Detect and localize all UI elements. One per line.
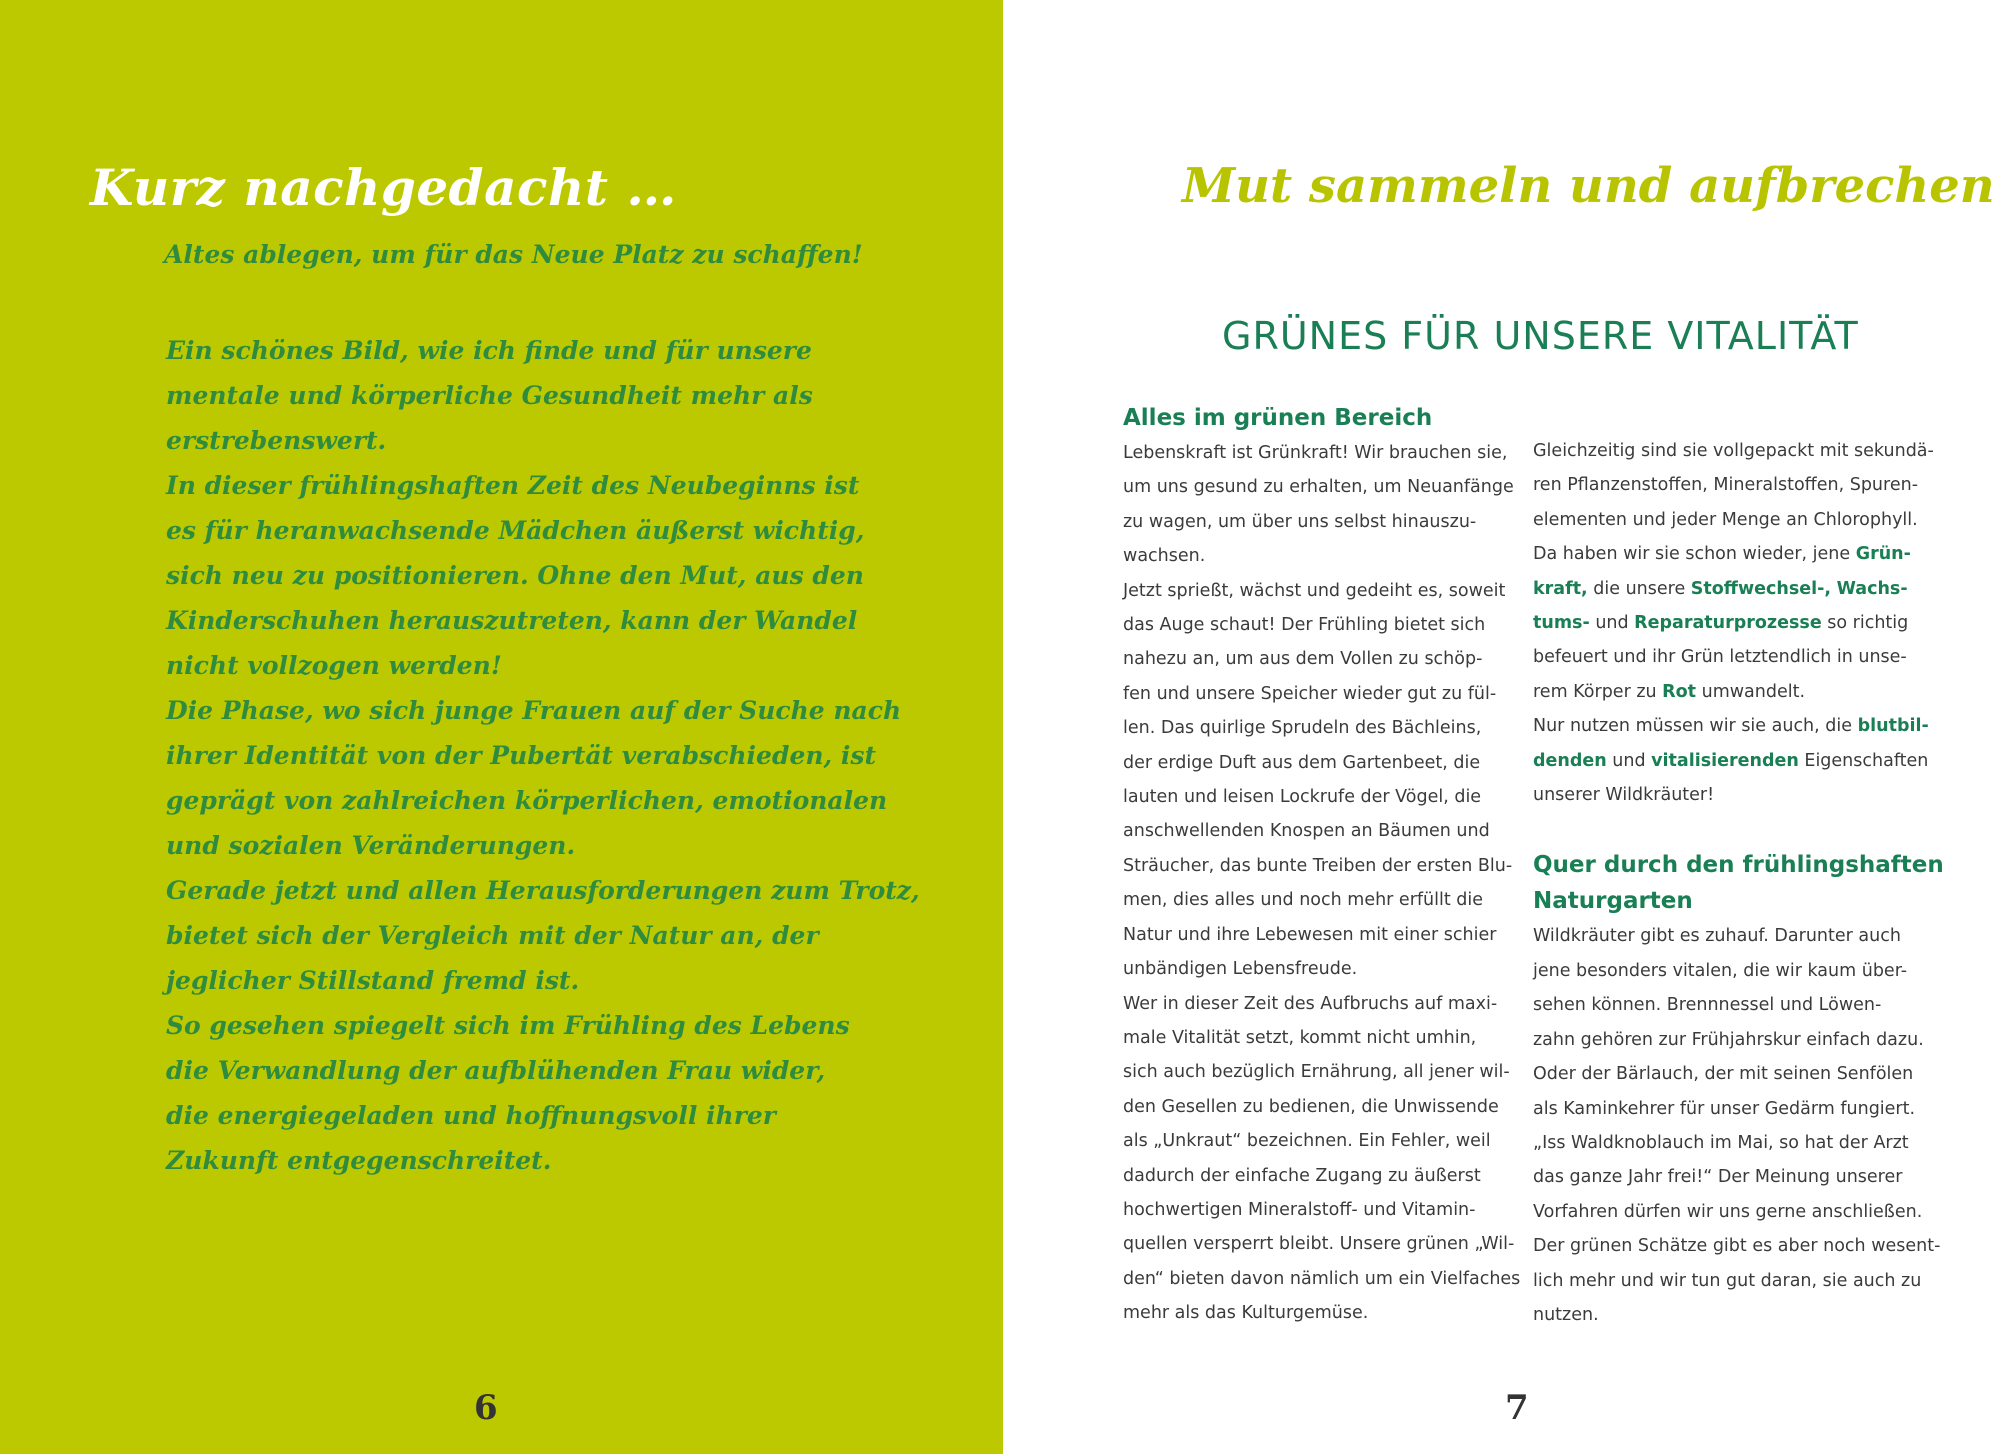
column-line bbox=[1533, 537, 1933, 571]
left-body-line: Kinderschuhen herauszutreten, kann der Wandel bbox=[166, 606, 858, 635]
column-line: sich auch bezüglich Ernährung, all jener wil- bbox=[1123, 1062, 1510, 1083]
left-body-line: jeglicher Stillstand fremd ist. bbox=[166, 966, 580, 995]
column-line: den“ bieten davon nämlich um ein Vielfaches bbox=[1123, 1268, 1521, 1289]
column-line: Jetzt sprießt, wächst und gedeiht es, soweit bbox=[1123, 580, 1506, 601]
left-body-line: Zukunft entgegenschreitet. bbox=[166, 1146, 552, 1175]
highlight-term: Wachs- bbox=[1836, 578, 1908, 599]
column-line: nutzen. bbox=[1533, 1304, 1599, 1325]
column-line bbox=[1533, 572, 1933, 606]
column-line: als Kaminkehrer für unser Gedärm fungiert. bbox=[1533, 1098, 1916, 1119]
text-run: rem Körper zu bbox=[1533, 681, 1663, 702]
column-line: quellen versperrt bleibt. Unsere grünen „Wil- bbox=[1123, 1234, 1515, 1255]
column-line: dadurch der einfache Zugang zu äußerst bbox=[1123, 1165, 1481, 1186]
column-line: zahn gehören zur Frühjahrskur einfach dazu. bbox=[1533, 1029, 1924, 1050]
column-heading: Quer durch den frühlingshaften bbox=[1533, 852, 1944, 879]
left-body-line: die Verwandlung der aufblühenden Frau wider, bbox=[166, 1056, 826, 1085]
column-line: Gleichzeitig sind sie vollgepackt mit sekundä- bbox=[1533, 441, 1934, 461]
highlight-term: Reparaturprozesse bbox=[1634, 613, 1822, 634]
column-line: anschwellenden Knospen an Bäumen und bbox=[1123, 821, 1490, 842]
text-column-1 bbox=[1123, 400, 1523, 1331]
text-column-2 bbox=[1533, 434, 1944, 1332]
highlight-term: Rot bbox=[1662, 681, 1697, 702]
right-page-title: Mut sammeln und aufbrechen bbox=[1182, 158, 1995, 214]
column-line: Vorfahren dürfen wir uns gerne anschließen. bbox=[1533, 1201, 1923, 1222]
column-line: elementen und jeder Menge an Chlorophyll. bbox=[1533, 509, 1918, 530]
paragraph-gap bbox=[1533, 812, 1933, 847]
column-line: den Gesellen zu bedienen, die Unwissende bbox=[1123, 1096, 1499, 1117]
text-run: umwandelt. bbox=[1696, 681, 1806, 702]
left-body-line: In dieser frühlingshaften Zeit des Neubeginns ist bbox=[166, 471, 860, 500]
text-run: so richtig bbox=[1821, 613, 1909, 634]
column-heading: Naturgarten bbox=[1533, 888, 1693, 915]
highlight-term: blutbil- bbox=[1857, 716, 1929, 737]
column-line: Wer in dieser Zeit des Aufbruchs auf maxi- bbox=[1123, 993, 1498, 1014]
text-run: Da haben wir sie schon wieder, jene bbox=[1533, 544, 1856, 565]
column-line: ren Pflanzenstoffen, Mineralstoffen, Spuren- bbox=[1533, 475, 1919, 496]
column-line: befeuert und ihr Grün letztendlich in unse- bbox=[1533, 647, 1907, 668]
column-line: sehen können. Brennnessel und Löwen- bbox=[1533, 995, 1882, 1016]
left-body-line: mentale und körperliche Gesundheit mehr als bbox=[166, 381, 813, 410]
column-line bbox=[1533, 606, 1933, 640]
column-line bbox=[1533, 744, 1933, 778]
column-line: mehr als das Kulturgemüse. bbox=[1123, 1303, 1369, 1324]
column-line: der erdige Duft aus dem Gartenbeet, die bbox=[1123, 752, 1481, 773]
left-body-line: nicht vollzogen werden! bbox=[166, 651, 502, 680]
column-line: zu wagen, um über uns selbst hinauszu- bbox=[1123, 511, 1477, 532]
left-body-line: Ein schönes Bild, wie ich finde und für unsere bbox=[166, 336, 812, 365]
text-run: Eigenschaften bbox=[1798, 750, 1929, 771]
left-page-body bbox=[166, 328, 920, 1183]
column-line: das Auge schaut! Der Frühling bietet sich bbox=[1123, 615, 1486, 636]
highlight-term: Grün- bbox=[1855, 544, 1911, 565]
column-line: um uns gesund zu erhalten, um Neuanfänge bbox=[1123, 477, 1514, 498]
page-number-left: 6 bbox=[474, 1388, 498, 1428]
left-body-line: sich neu zu positionieren. Ohne den Mut, aus den bbox=[166, 561, 864, 590]
column-line: male Vitalität setzt, kommt nicht umhin, bbox=[1123, 1027, 1477, 1048]
column-line: jene besonders vitalen, die wir kaum über- bbox=[1533, 960, 1908, 981]
left-body-line: Gerade jetzt und allen Herausforderungen zum Trotz, bbox=[166, 876, 920, 905]
left-body-line: und sozialen Veränderungen. bbox=[166, 831, 576, 860]
column-line: Sträucher, das bunte Treiben der ersten Blu- bbox=[1123, 855, 1513, 876]
highlight-term: tums- bbox=[1533, 613, 1590, 634]
left-page-subtitle: Altes ablegen, um für das Neue Platz zu schaffen! bbox=[164, 240, 863, 269]
column-line bbox=[1533, 675, 1933, 709]
column-line: als „Unkraut“ bezeichnen. Ein Fehler, weil bbox=[1123, 1131, 1491, 1152]
text-run: Nur nutzen müssen wir sie auch, die bbox=[1533, 716, 1858, 737]
column-line: Lebenskraft ist Grünkraft! Wir brauchen sie, bbox=[1123, 443, 1508, 463]
highlight-term: kraft, bbox=[1533, 578, 1588, 599]
column-line: unbändigen Lebensfreude. bbox=[1123, 959, 1358, 980]
left-body-line: die energiegeladen und hoffnungsvoll ihrer bbox=[166, 1101, 776, 1130]
highlight-term: vitalisierenden bbox=[1651, 750, 1799, 771]
column-line: nahezu an, um aus dem Vollen zu schöp- bbox=[1123, 649, 1483, 670]
column-line: lauten und leisen Lockrufe der Vögel, die bbox=[1123, 787, 1482, 808]
column-line: Natur und ihre Lebewesen mit einer schier bbox=[1123, 924, 1497, 945]
column-line: das ganze Jahr frei!“ Der Meinung unserer bbox=[1533, 1167, 1903, 1188]
column-line: lich mehr und wir tun gut daran, sie auch zu bbox=[1533, 1270, 1922, 1291]
column-line: hochwertigen Mineralstoff- und Vitamin- bbox=[1123, 1199, 1476, 1220]
column-line: Wildkräuter gibt es zuhauf. Darunter auch bbox=[1533, 926, 1901, 947]
highlight-term: Stoffwechsel-, bbox=[1690, 578, 1832, 599]
page-number-right: 7 bbox=[1505, 1388, 1529, 1428]
column-heading: Alles im grünen Bereich bbox=[1123, 405, 1433, 431]
left-body-line: geprägt von zahlreichen körperlichen, emotionalen bbox=[166, 786, 888, 815]
column-line: wachsen. bbox=[1123, 546, 1206, 567]
text-run: und bbox=[1606, 750, 1652, 771]
text-run: und bbox=[1589, 613, 1635, 634]
left-body-line: Die Phase, wo sich junge Frauen auf der Suche nach bbox=[166, 696, 902, 725]
highlight-term: denden bbox=[1533, 750, 1607, 771]
left-body-line: So gesehen spiegelt sich im Frühling des Lebens bbox=[166, 1011, 850, 1040]
left-body-line: bietet sich der Vergleich mit der Natur an, der bbox=[166, 921, 819, 950]
column-line: unserer Wildkräuter! bbox=[1533, 785, 1715, 806]
column-line: Oder der Bärlauch, der mit seinen Senfölen bbox=[1533, 1064, 1914, 1085]
column-line: „Iss Waldknoblauch im Mai, so hat der Arzt bbox=[1533, 1132, 1909, 1153]
left-body-line: es für heranwachsende Mädchen äußerst wichtig, bbox=[166, 516, 865, 545]
column-line: men, dies alles und noch mehr erfüllt die bbox=[1123, 890, 1484, 911]
left-body-line: erstrebenswert. bbox=[166, 426, 387, 455]
text-run: die unsere bbox=[1587, 578, 1691, 599]
column-line: len. Das quirlige Sprudeln des Bächleins, bbox=[1123, 718, 1482, 739]
column-line: fen und unsere Speicher wieder gut zu fül- bbox=[1123, 683, 1497, 704]
column-line: Der grünen Schätze gibt es aber noch wesent- bbox=[1533, 1236, 1941, 1257]
column-line bbox=[1533, 709, 1933, 743]
section-heading: GRÜNES FÜR UNSERE VITALITÄT bbox=[1222, 314, 1859, 358]
left-body-line: ihrer Identität von der Pubertät verabschieden, ist bbox=[166, 741, 877, 770]
left-page-title: Kurz nachgedacht … bbox=[90, 158, 677, 217]
